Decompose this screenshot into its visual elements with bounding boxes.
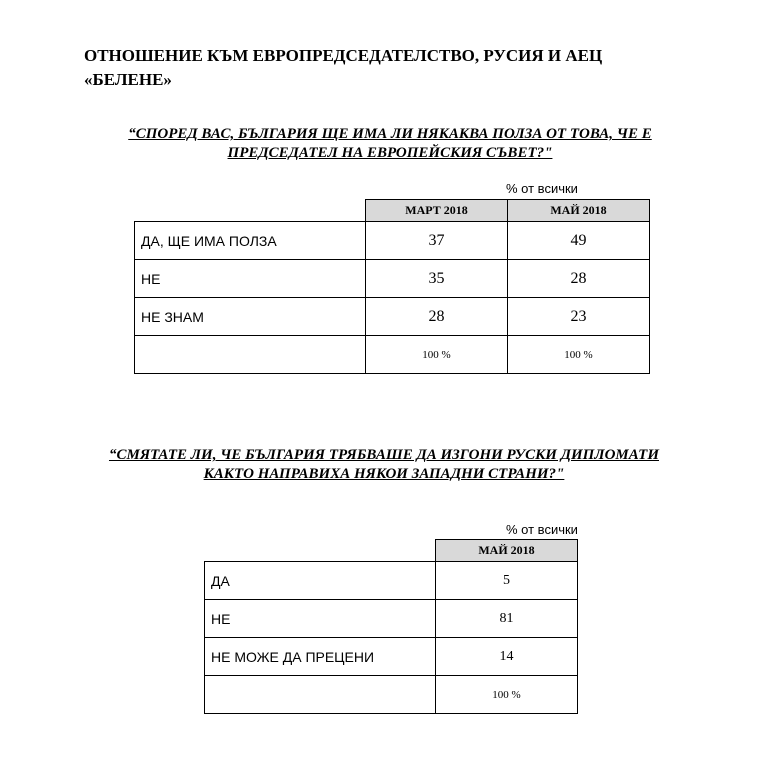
table-row	[205, 562, 578, 600]
value-cell: 23	[508, 298, 650, 336]
question-2: “СМЯТАТЕ ЛИ, ЧЕ БЪЛГАРИЯ ТРЯБВАШЕ ДА ИЗГОНИ РУСКИ ДИПЛОМАТИ КАКТО НАПРАВИХА НЯКОИ ЗАПАДНИ СТРАНИ?"	[108, 447, 659, 482]
table-row	[135, 222, 650, 260]
total-cell: 100 %	[366, 336, 508, 374]
value-cell: 81	[436, 600, 578, 638]
percent-note-1: % от всички	[506, 181, 578, 196]
totals-label-cell	[205, 676, 436, 714]
header-blank-cell	[205, 540, 436, 562]
row-label: НЕ ЗНАМ	[135, 298, 366, 336]
row-label: НЕ	[205, 600, 436, 638]
table-row	[205, 600, 578, 638]
total-cell: 100 %	[508, 336, 650, 374]
table-row	[135, 298, 650, 336]
totals-row	[135, 336, 650, 374]
totals-row	[205, 676, 578, 714]
value-cell: 35	[366, 260, 508, 298]
value-cell: 28	[366, 298, 508, 336]
totals-label-cell	[135, 336, 366, 374]
column-header-march-2018: МАРТ 2018	[366, 200, 508, 222]
table-row	[205, 638, 578, 676]
column-header-may-2018: МАЙ 2018	[508, 200, 650, 222]
row-label: ДА, ЩЕ ИМА ПОЛЗА	[135, 222, 366, 260]
row-label: НЕ	[135, 260, 366, 298]
total-cell: 100 %	[436, 676, 578, 714]
question-1: “СПОРЕД ВАС, БЪЛГАРИЯ ЩЕ ИМА ЛИ НЯКАКВА ПОЛЗА ОТ ТОВА, ЧЕ Е ПРЕДСЕДАТЕЛ НА ЕВРОПЕЙСКИЯ СЪВЕТ?"	[128, 126, 652, 161]
value-cell: 49	[508, 222, 650, 260]
table-row	[135, 260, 650, 298]
column-header-may-2018: МАЙ 2018	[436, 540, 578, 562]
percent-note-2: % от всички	[506, 522, 578, 537]
value-cell: 28	[508, 260, 650, 298]
row-label: НЕ МОЖЕ ДА ПРЕЦЕНИ	[205, 638, 436, 676]
row-label: ДА	[205, 562, 436, 600]
page-title: ОТНОШЕНИЕ КЪМ ЕВРОПРЕДСЕДАТЕЛСТВО, РУСИЯ И АЕЦ «БЕЛЕНЕ»	[84, 46, 603, 89]
table-header-row	[205, 540, 578, 562]
value-cell: 37	[366, 222, 508, 260]
table-header-row	[135, 200, 650, 222]
results-table-1	[134, 199, 650, 374]
header-blank-cell	[135, 200, 366, 222]
value-cell: 5	[436, 562, 578, 600]
results-table-2	[204, 539, 578, 714]
value-cell: 14	[436, 638, 578, 676]
